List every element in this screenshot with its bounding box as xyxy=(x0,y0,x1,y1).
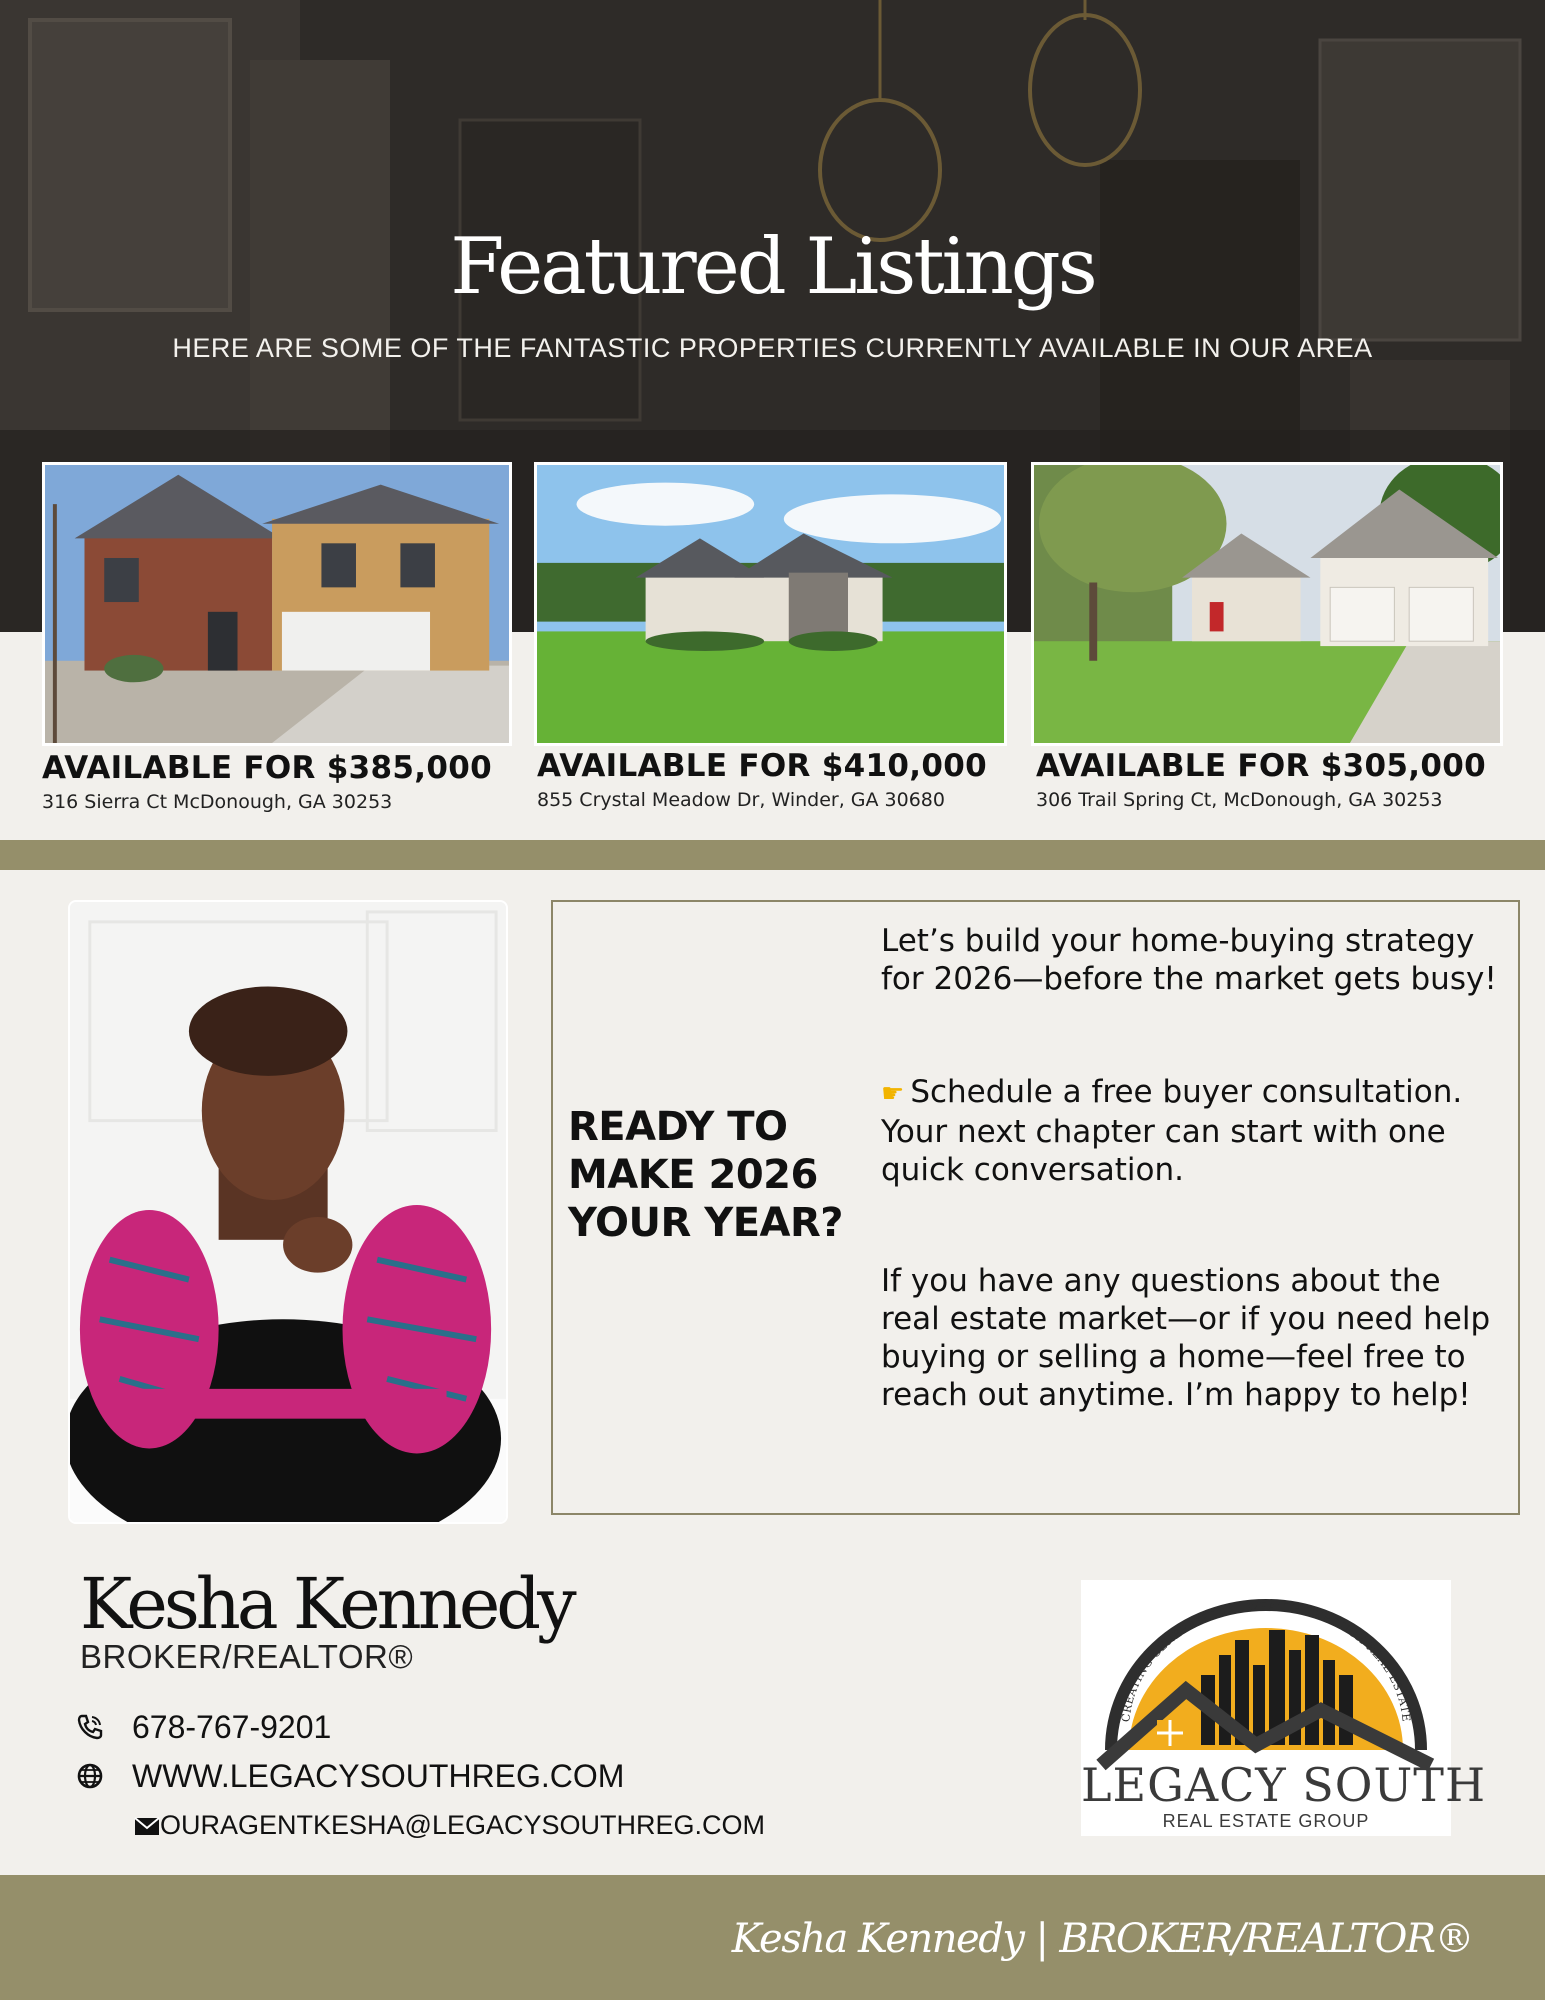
next-chapter-line: Your next chapter can start with one quick conversation. xyxy=(881,1114,1446,1188)
footer-signature xyxy=(732,1916,1473,1962)
consultation-line: Schedule a free buyer consultation. xyxy=(910,1074,1463,1110)
listing-price-2: AVAILABLE FOR $410,000 xyxy=(537,748,987,784)
footer-title: BROKER/REALTOR® xyxy=(1059,1916,1473,1962)
agent-title: BROKER/REALTOR® xyxy=(80,1638,414,1675)
globe-icon xyxy=(76,1762,104,1790)
agent-photo xyxy=(68,900,508,1524)
listing-photo-3[interactable] xyxy=(1031,462,1503,746)
listing-photo-1[interactable] xyxy=(42,462,512,746)
page-title: Featured Listings xyxy=(450,222,1095,312)
footer-bar xyxy=(0,1875,1545,2000)
agent-name: Kesha Kennedy xyxy=(80,1563,573,1645)
listing-address-3: 306 Trail Spring Ct, McDonough, GA 30253 xyxy=(1036,789,1443,811)
page-subtitle: HERE ARE SOME OF THE FANTASTIC PROPERTIES CURRENTLY AVAILABLE IN OUR AREA xyxy=(172,333,1373,363)
envelope-icon xyxy=(133,1812,161,1840)
email-link[interactable]: OURAGENTKESHA@LEGACYSOUTHREG.COM xyxy=(160,1810,765,1840)
logo-subline: REAL ESTATE GROUP xyxy=(1162,1811,1370,1831)
message-paragraph-2 xyxy=(881,1073,1501,1189)
cta-heading: READY TO MAKE 2026 YOUR YEAR? xyxy=(568,1104,843,1246)
listing-address-1: 316 Sierra Ct McDonough, GA 30253 xyxy=(42,791,393,813)
listing-address-2: 855 Crystal Meadow Dr, Winder, GA 30680 xyxy=(537,789,945,811)
listing-price-1: AVAILABLE FOR $385,000 xyxy=(42,750,492,786)
company-logo xyxy=(1081,1580,1487,1836)
logo-wordmark: LEGACY SOUTH xyxy=(1081,1758,1487,1812)
message-paragraph-3: If you have any questions about the real estate market—or if you need help buying or selling a home—feel free to reach out anytime. I’m happy to help! xyxy=(881,1263,1491,1413)
logo-arc-text: CREATING GENERATIONAL WEALTH THROUGH REAL ESTATE xyxy=(1119,1599,1413,1723)
phone-link[interactable]: 678-767-9201 xyxy=(132,1709,332,1745)
website-link[interactable]: WWW.LEGACYSOUTHREG.COM xyxy=(132,1758,625,1794)
footer-name: Kesha Kennedy xyxy=(731,1916,1024,1962)
message-paragraph-1: Let’s build your home-buying strategy for 2026—before the market gets busy! xyxy=(881,923,1497,997)
listing-photo-2[interactable] xyxy=(534,462,1007,746)
pointing-hand-icon: ☛ xyxy=(881,1079,905,1109)
listing-price-3: AVAILABLE FOR $305,000 xyxy=(1036,748,1486,784)
phone-icon xyxy=(76,1713,104,1741)
section-divider xyxy=(0,840,1545,870)
footer-separator: | xyxy=(1035,1916,1048,1962)
